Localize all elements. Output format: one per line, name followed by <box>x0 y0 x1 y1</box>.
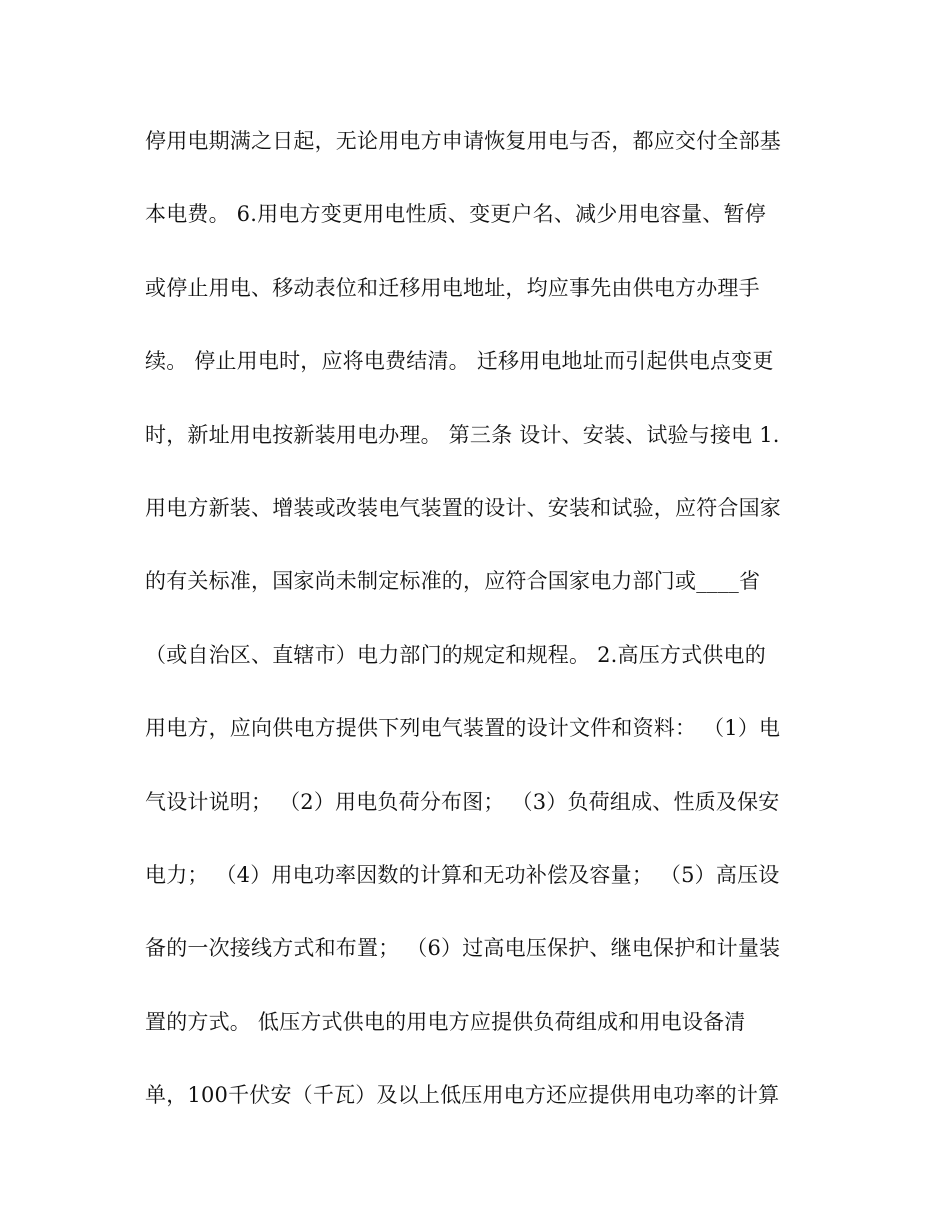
text-line: 或停止用电、移动表位和迁移用电地址，均应事先由供电方办理手 <box>145 275 760 300</box>
text-line: 续。 停止用电时，应将电费结清。 迁移用电地址而引起供电点变更 <box>145 349 774 374</box>
text-line: （或自治区、直辖市）电力部门的规定和规程。 2.高压方式供电的 <box>145 642 766 667</box>
text-line: 备的一次接线方式和布置； （6）过高电压保护、继电保护和计量装 <box>145 936 781 961</box>
text-line: 本电费。 6.用电方变更用电性质、变更户名、减少用电容量、暂停 <box>145 202 766 227</box>
text-line: 用电方新装、增装或改装电气装置的设计、安装和试验，应符合国家 <box>145 495 781 520</box>
text-line: 的有关标准，国家尚未制定标准的，应符合国家电力部门或____省 <box>145 569 761 594</box>
text-line: 置的方式。 低压方式供电的用电方应提供负荷组成和用电设备清 <box>145 1009 746 1034</box>
text-line: 电力； （4）用电功率因数的计算和无功补偿及容量； （5）高压设 <box>145 862 780 887</box>
text-line: 时，新址用电按新装用电办理。 第三条 设计、安装、试验与接电 1. <box>145 422 780 447</box>
text-line: 用电方，应向供电方提供下列电气装置的设计文件和资料： （1）电 <box>145 716 781 741</box>
body-text <box>145 116 805 1143</box>
text-line: 气设计说明； （2）用电负荷分布图； （3）负荷组成、性质及保安 <box>145 789 780 814</box>
text-line: 单，100千伏安（千瓦）及以上低压用电方还应提供用电功率的计算 <box>145 1083 780 1108</box>
text-line: 停用电期满之日起，无论用电方申请恢复用电与否，都应交付全部基 <box>145 129 781 153</box>
